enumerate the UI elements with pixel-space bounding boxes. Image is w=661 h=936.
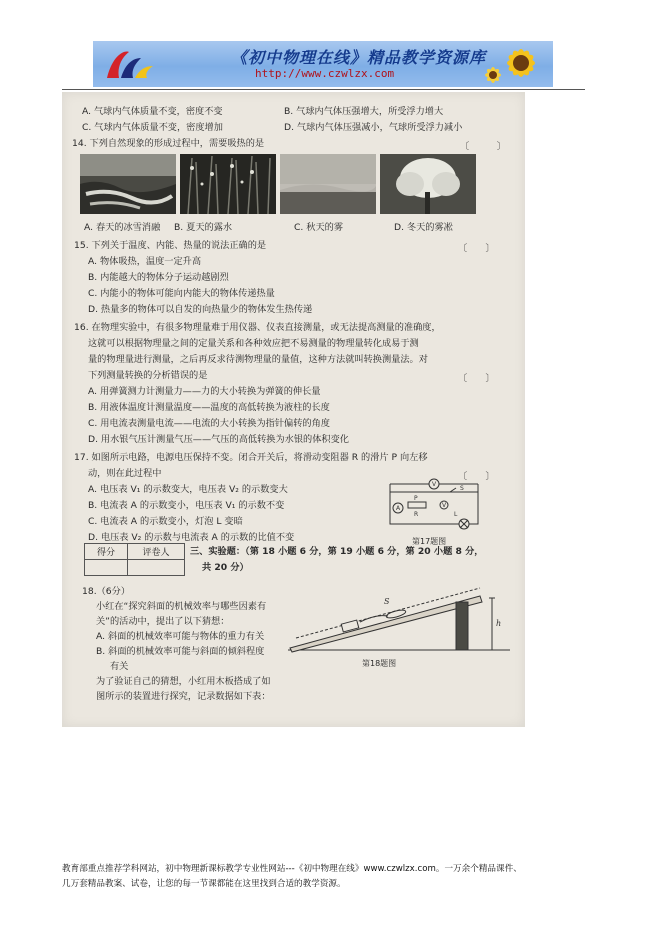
q17-figure-caption: 第17题图 [412,537,447,546]
q14-answer-bracket: 〔 〕 [460,141,506,152]
footer-line-1: 教育部重点推荐学科网站，初中物理新课标教学专业性网站---《初中物理在线》www.czwlzx.com。一万余个精品课件、 [62,864,522,874]
dew-plants-photo-icon [180,154,276,214]
q14-option-b: B. 夏天的露水 [174,222,233,233]
q17-option-a: A. 电压表 V₁ 的示数变大，电压表 V₂ 的示数变大 [88,484,288,495]
q14-option-d: D. 冬天的雾凇 [394,222,453,233]
svg-text:V: V [432,481,437,488]
q18-number: 18.（6分） [82,586,131,597]
q17-stem-line-1: 17. 如图所示电路，电源电压保持不变。闭合开关后，将滑动变阻器 R 的滑片 P 向左移 [74,452,428,463]
banner-title: 《初中物理在线》精品教学资源库 [231,48,487,67]
score-label: 得分 [85,544,128,560]
q16-option-a: A. 用弹簧测力计测量力——力的大小转换为弹簧的伸长量 [88,386,321,397]
q15-option-d: D. 热量多的物体可以自发的向热量少的物体发生热传递 [88,304,313,315]
svg-text:P: P [414,495,418,502]
page-footer [62,862,602,892]
svg-text:R: R [414,511,419,518]
q18-line-2: 关”的活动中，提出了以下猜想： [96,616,230,627]
q18-guess-b: B. 斜面的机械效率可能与斜面的倾斜程度 [96,646,265,657]
melting-snow-photo-icon [80,154,176,214]
q14-option-c: C. 秋天的雾 [294,222,344,233]
q16-answer-bracket: 〔 〕 [458,373,495,384]
q16-option-d: D. 用水银气压计测量气压——气压的高低转换为水银的体积变化 [88,434,349,445]
q15-option-a: A. 物体吸热，温度一定升高 [88,256,202,267]
q18-guess-b-cont: 有关 [110,661,129,672]
footer-line-2: 几万套精品教案、试卷，让您的每一节课都能在这里找到合适的教学资源。 [62,879,346,889]
header-rule [62,89,585,90]
q18-line-6: 为了验证自己的猜想，小红用木板搭成了如 [96,676,271,687]
q18-figure-caption: 第18题图 [362,659,397,668]
q16-stem-line-2: 这就可以根据物理量之间的定量关系和各种效应把不易测量的物理量转化成易于测 [88,338,419,349]
q14-photo-c [280,154,376,214]
q14-stem: 14. 下列自然现象的形成过程中，需要吸热的是 [72,138,265,149]
q18-guess-a: A. 斜面的机械效率可能与物体的重力有关 [96,631,265,642]
q14-photo-d [380,154,476,214]
q17-answer-bracket: 〔 〕 [458,471,495,482]
q13-option-b: B. 气球内气体压强增大，所受浮力增大 [284,106,444,117]
q15-stem: 15. 下列关于温度、内能、热量的说法正确的是 [74,240,267,251]
q14-option-a: A. 春天的冰雪消融 [84,222,161,233]
scanned-exam-page [62,92,525,727]
q16-stem-line-4: 下列测量转换的分析错误的是 [88,370,208,381]
svg-text:S: S [460,485,464,492]
svg-text:V: V [442,502,447,509]
q17-option-d: D. 电压表 V₂ 的示数与电流表 A 的示数的比值不变 [88,532,295,543]
q15-option-c: C. 内能小的物体可能向内能大的物体传递热量 [88,288,275,299]
q13-option-c: C. 气球内气体质量不变，密度增加 [82,122,223,133]
svg-text:L: L [454,511,458,518]
section3-title: 三、实验题：（第 18 小题 6 分，第 19 小题 6 分，第 20 小题 8 分， [190,546,484,557]
q17-option-b: B. 电流表 A 的示数变小，电压表 V₁ 的示数不变 [88,500,285,511]
grader-cell[interactable] [128,560,185,576]
score-cell[interactable] [85,560,128,576]
q15-answer-bracket: 〔 〕 [458,243,495,254]
q15-option-b: B. 内能越大的物体分子运动越剧烈 [88,272,229,283]
autumn-fog-photo-icon [280,154,376,214]
q16-option-c: C. 用电流表测量电流——电流的大小转换为指针偏转的角度 [88,418,330,429]
q14-photo-b [180,154,276,214]
q16-option-b: B. 用液体温度计测量温度——温度的高低转换为液柱的长度 [88,402,330,413]
banner-url[interactable]: http://www.czwlzx.com [255,67,395,80]
q14-photo-a [80,154,176,214]
section3-title-line-2: 共 20 分） [202,562,249,573]
q18-label-h: h [496,619,502,628]
q18-line-7: 图所示的装置进行探究，记录数据如下表： [96,691,271,702]
frost-tree-photo-icon [380,154,476,214]
q17-option-c: C. 电流表 A 的示数变小，灯泡 L 变暗 [88,516,243,527]
site-banner [93,41,553,87]
site-logo-icon [99,44,159,84]
q18-label-s: S [384,597,390,606]
q17-circuit-diagram [384,478,484,536]
grader-label: 评卷人 [128,544,185,560]
q18-line-1: 小红在“探究斜面的机械效率与哪些因素有 [96,601,267,612]
sunflower-icon [481,41,551,87]
svg-text:A: A [396,505,401,512]
q13-option-a: A. 气球内气体质量不变，密度不变 [82,106,223,117]
q16-stem-line-1: 16. 在物理实验中，有很多物理量难于用仪器、仪表直接测量，或无法提高测量的准确度， [74,322,441,333]
q13-option-d: D. 气球内气体压强减小，气球所受浮力减小 [284,122,463,133]
q18-incline-diagram [284,580,514,656]
q16-stem-line-3: 量的物理量进行测量，之后再反求待测物理量的量值，这种方法就叫转换测量法。对 [88,354,428,365]
score-table [84,543,185,576]
q17-stem-line-2: 动，则在此过程中 [88,468,162,479]
